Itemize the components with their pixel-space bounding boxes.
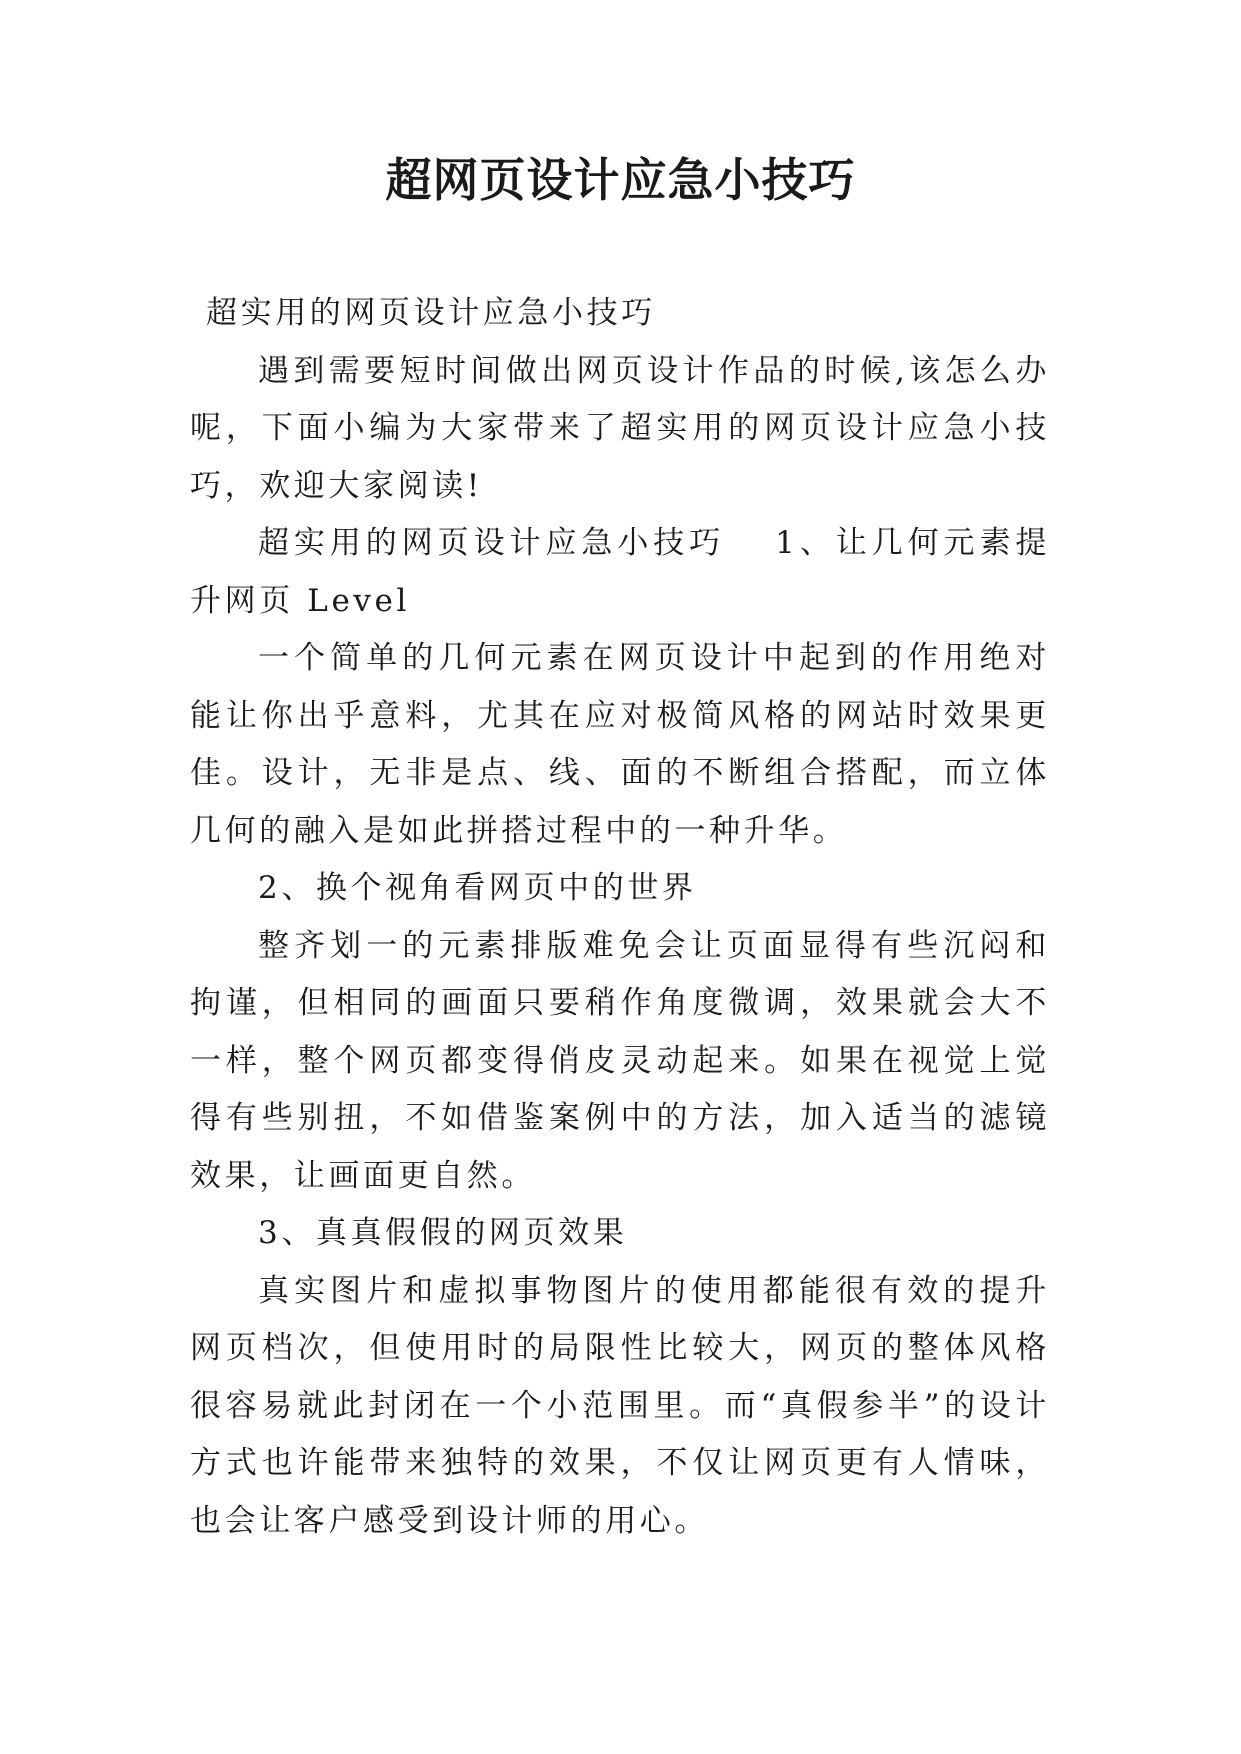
document-subtitle: 超实用的网页设计应急小技巧 xyxy=(206,295,656,331)
section1-heading: 1、让几何元素提升网页 Level xyxy=(190,525,1050,619)
document-body xyxy=(190,285,1050,1550)
document-title: 超网页设计应急小技巧 xyxy=(385,153,856,207)
section-heading-prefix: 超实用的网页设计应急小技巧 xyxy=(258,525,726,561)
intro-paragraph: 遇到需要短时间做出网页设计作品的时候,该怎么办呢，下面小编为大家带来了超实用的网页设计应急小技巧，欢迎大家阅读! xyxy=(190,352,1050,504)
section1-heading-paragraph xyxy=(190,515,1050,630)
section3-heading: 3、真真假假的网页效果 xyxy=(258,1215,628,1251)
section2-heading: 2、换个视角看网页中的世界 xyxy=(258,870,697,906)
section3-body: 真实图片和虚拟事物图片的使用都能很有效的提升网页档次，但使用时的局限性比较大，网页的整体风格很容易就此封闭在一个小范围里。而“真假参半”的设计方式也许能带来独特的效果，不仅让网页更有人情味，也会让客户感受到设计师的用心。 xyxy=(190,1272,1050,1539)
section2-body: 整齐划一的元素排版难免会让页面显得有些沉闷和拘谨，但相同的画面只要稍作角度微调，效果就会大不一样，整个网页都变得俏皮灵动起来。如果在视觉上觉得有些别扭，不如借鉴案例中的方法，加入适当的滤镜效果，让画面更自然。 xyxy=(190,927,1050,1194)
section1-body: 一个简单的几何元素在网页设计中起到的作用绝对能让你出乎意料，尤其在应对极简风格的网站时效果更佳。设计，无非是点、线、面的不断组合搭配，而立体几何的融入是如此拼搭过程中的一种升华。 xyxy=(190,640,1050,849)
